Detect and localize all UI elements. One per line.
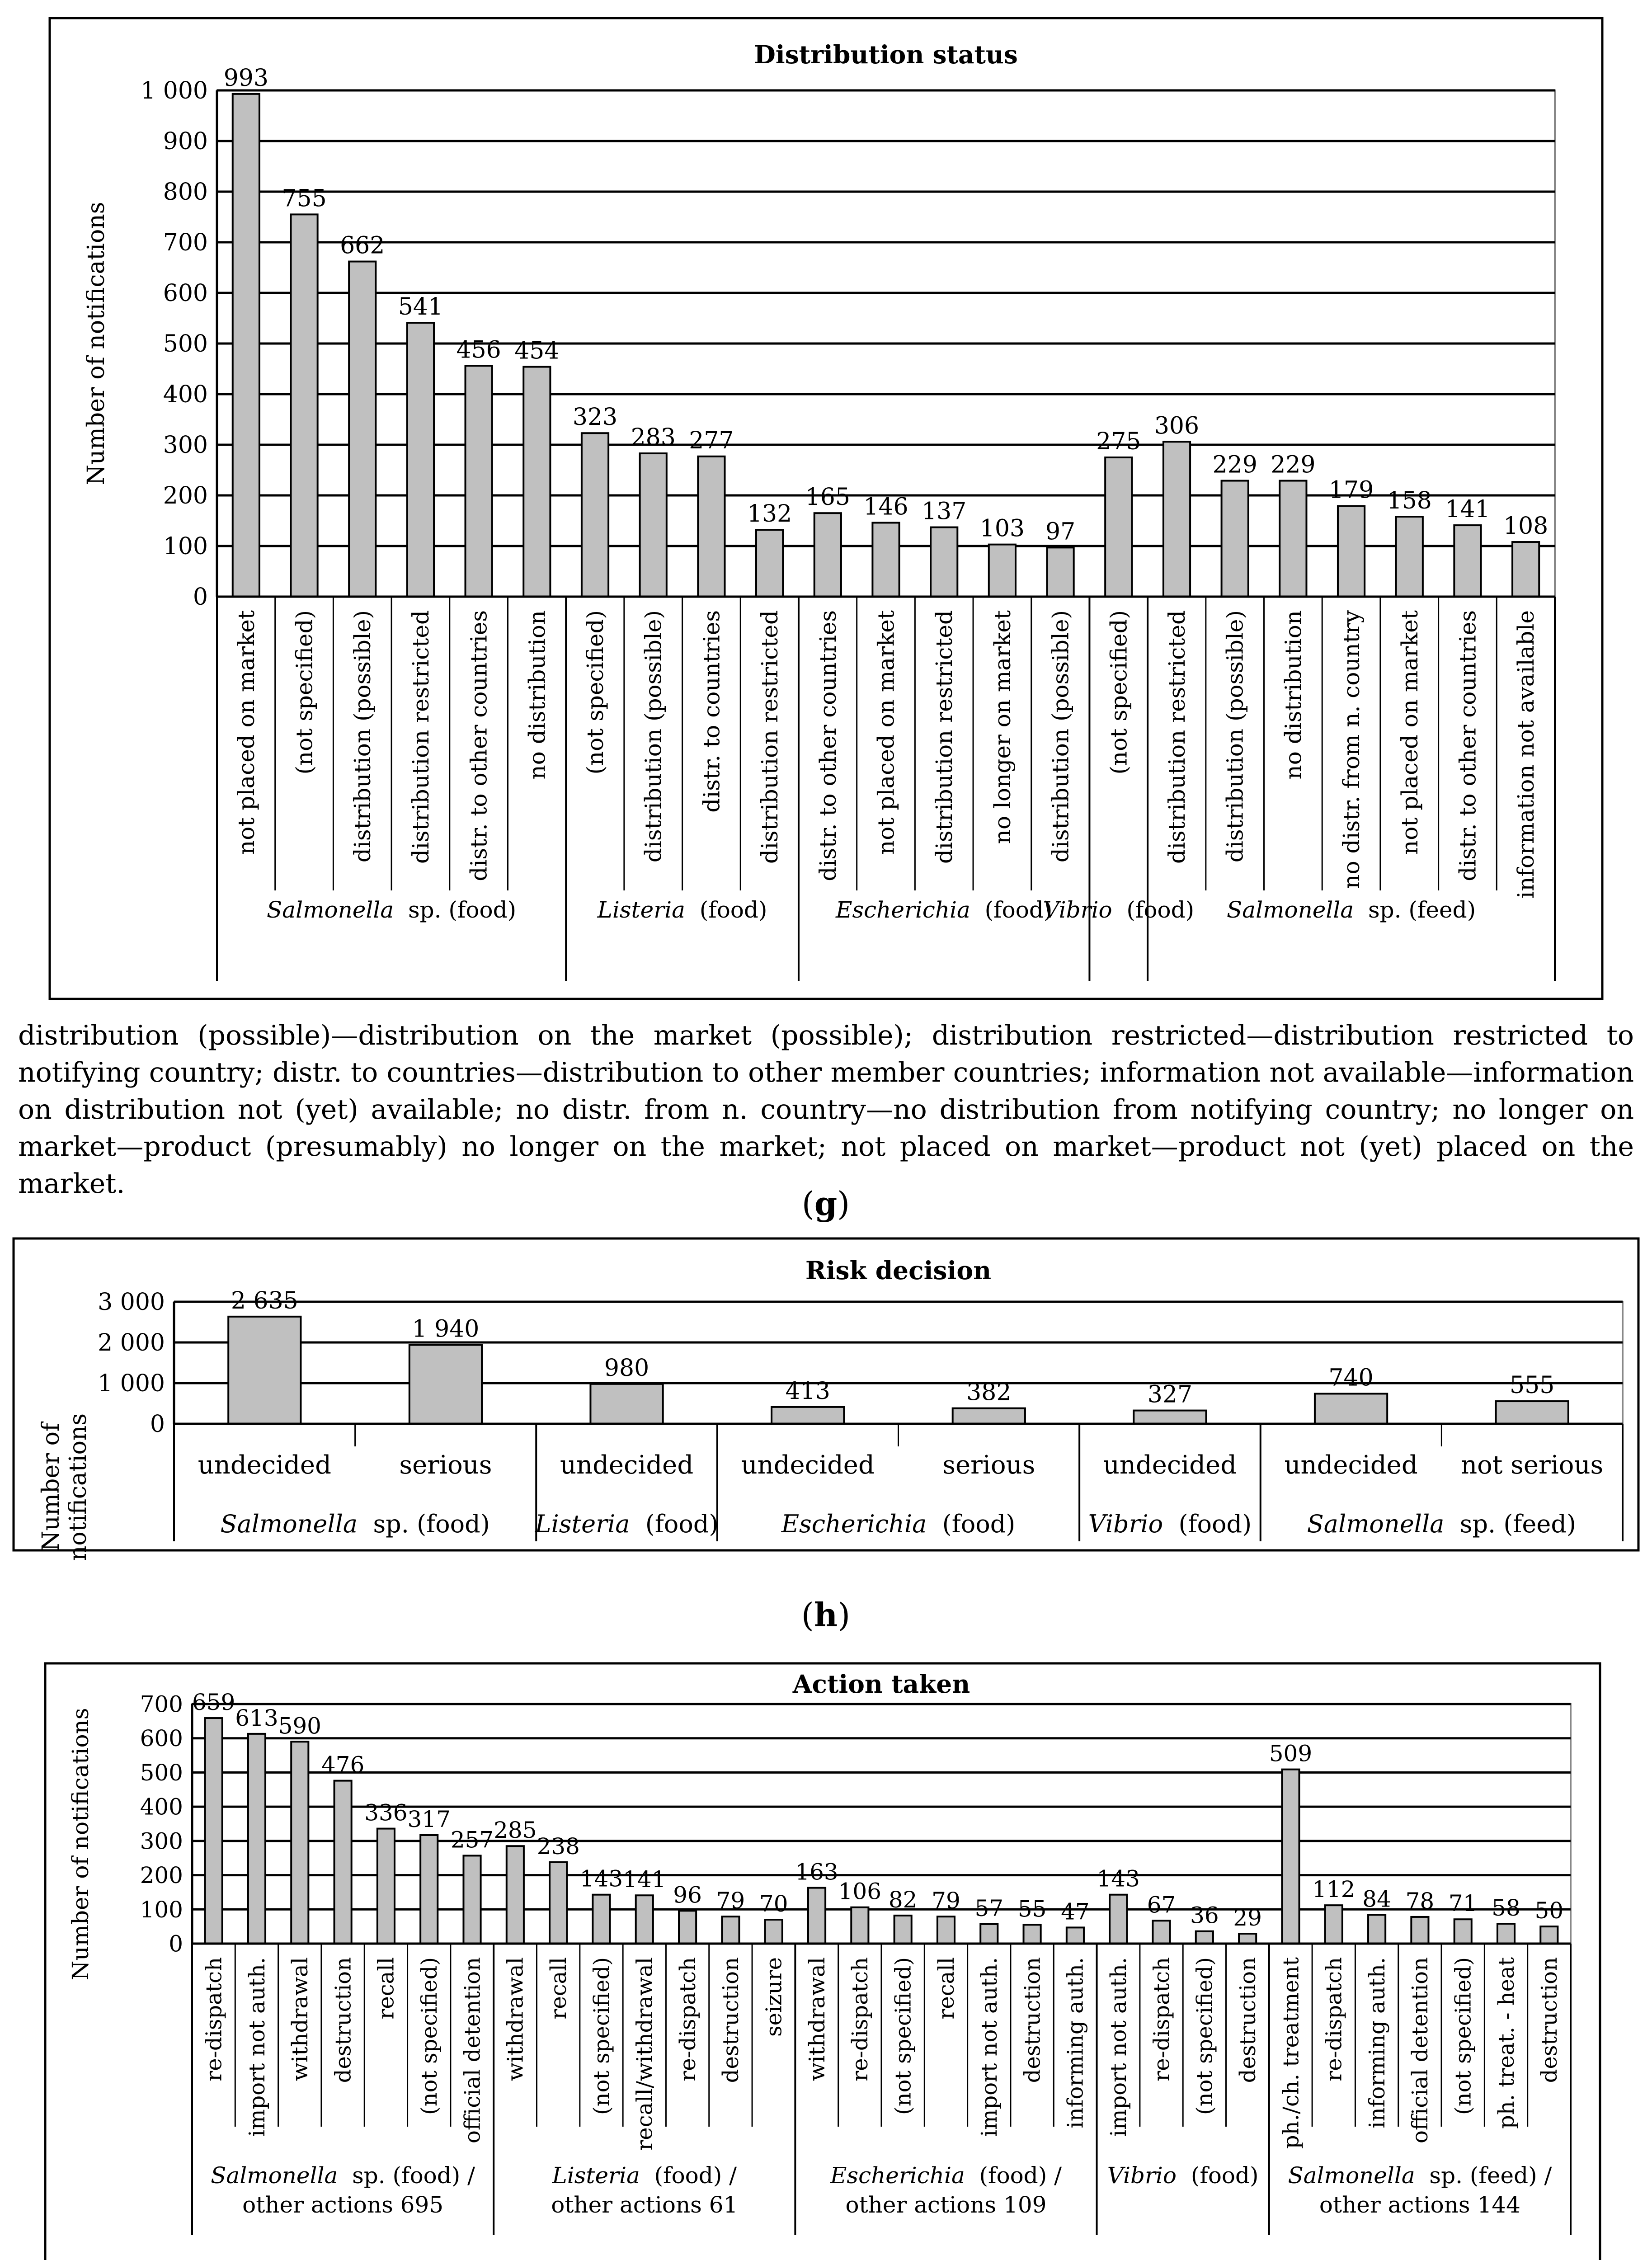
bar (205, 1718, 222, 1944)
plot-area (174, 1302, 1623, 1424)
bar (931, 527, 957, 597)
x-tick-label: recall (373, 1957, 399, 2020)
x-tick-label: (not specified) (589, 1957, 615, 2115)
y-tick-label: 900 (163, 128, 208, 155)
bar (872, 523, 899, 597)
y-tick-label: 500 (163, 330, 208, 358)
bar (679, 1911, 696, 1944)
bar (814, 513, 841, 597)
x-tick-label: undecided (1284, 1450, 1418, 1480)
group-label: Listeria (food) / (552, 2162, 737, 2189)
bar (291, 214, 317, 597)
data-label: 55 (1017, 1896, 1047, 1922)
x-tick-label: withdrawal (287, 1957, 313, 2081)
chart-title: Distribution status (754, 40, 1018, 69)
y-tick-label: 300 (163, 432, 208, 459)
data-label: 71 (1448, 1890, 1478, 1917)
data-label: 229 (1212, 451, 1257, 479)
data-label: 283 (631, 424, 676, 452)
x-tick-label: distribution restricted (757, 610, 783, 864)
y-tick-label: 600 (140, 1725, 183, 1752)
data-label: 275 (1096, 428, 1141, 455)
bar (233, 94, 259, 597)
bar (409, 1345, 482, 1424)
data-label: 285 (494, 1817, 537, 1844)
group-label: Salmonella sp. (food) (267, 897, 517, 923)
bar (808, 1888, 825, 1944)
x-tick-label: re-dispatch (1149, 1957, 1175, 2081)
bar (1134, 1411, 1206, 1424)
group-label: Vibrio (food) (1088, 1510, 1252, 1538)
y-tick-label: 300 (140, 1828, 183, 1855)
bar (756, 530, 783, 597)
y-tick-label: 100 (140, 1896, 183, 1923)
x-tick-label: (not specified) (1450, 1957, 1476, 2115)
data-label: 79 (716, 1888, 745, 1914)
x-tick-label: destruction (1235, 1957, 1261, 2083)
x-tick-label: information not available (1513, 610, 1539, 899)
x-tick-label: import not auth. (1106, 1957, 1132, 2137)
data-label: 106 (838, 1878, 882, 1905)
bar (593, 1895, 610, 1944)
bar (1047, 547, 1073, 597)
x-tick-label: undecided (1103, 1450, 1237, 1480)
group-label: Salmonella sp. (food) (220, 1510, 490, 1538)
x-tick-label: destruction (718, 1957, 744, 2083)
distribution-status-chart (0, 14, 1652, 1008)
panel-label-g: (g) (801, 1184, 850, 1223)
group-other-actions: other actions 109 (845, 2192, 1047, 2218)
x-tick-label: no longer on market (989, 610, 1016, 844)
x-tick-label: not placed on market (233, 610, 259, 855)
x-tick-label: destruction (330, 1957, 356, 2083)
y-tick-label: 1 000 (98, 1370, 165, 1398)
bar (698, 457, 725, 597)
y-tick-label: 200 (140, 1862, 183, 1889)
bar (420, 1835, 438, 1944)
bar (772, 1407, 844, 1424)
x-tick-label: distribution (possible) (349, 610, 376, 863)
bar (1105, 457, 1132, 597)
x-tick-label: undecided (741, 1450, 875, 1480)
x-tick-label: import not auth. (244, 1957, 270, 2137)
data-label: 132 (747, 500, 792, 528)
data-label: 58 (1492, 1895, 1520, 1921)
data-label: 108 (1503, 513, 1548, 540)
y-tick-label: 0 (150, 1411, 165, 1438)
y-tick-label: 200 (163, 482, 208, 510)
y-tick-label: 600 (163, 280, 208, 307)
bar (636, 1895, 653, 1944)
bar (640, 453, 667, 597)
data-label: 327 (1147, 1381, 1193, 1408)
y-tick-label: 700 (140, 1691, 183, 1718)
group-other-actions: other actions 695 (242, 2192, 444, 2218)
data-label: 163 (795, 1859, 838, 1885)
y-tick-label: 700 (163, 229, 208, 257)
bar (1282, 1770, 1299, 1944)
x-tick-label: (not specified) (1106, 610, 1132, 775)
x-tick-label: serious (942, 1450, 1035, 1480)
group-label: Salmonella sp. (food) / (211, 2162, 475, 2189)
data-label: 590 (278, 1713, 321, 1739)
data-label: 146 (863, 493, 908, 521)
data-label: 662 (340, 232, 385, 259)
chart-title: Risk decision (805, 1256, 992, 1285)
x-tick-label: serious (399, 1450, 492, 1480)
x-tick-label: distribution restricted (407, 610, 434, 864)
y-tick-label: 400 (163, 381, 208, 409)
x-tick-label: distribution restricted (931, 610, 958, 864)
data-label: 165 (805, 484, 850, 511)
data-label: 50 (1534, 1897, 1564, 1924)
bar (466, 366, 492, 597)
x-tick-label: destruction (1537, 1957, 1563, 2083)
data-label: 97 (1045, 518, 1076, 546)
bar (1325, 1905, 1342, 1944)
bar (1196, 1931, 1213, 1944)
x-tick-label: no distribution (524, 610, 551, 780)
data-label: 755 (282, 185, 327, 212)
bar (228, 1317, 301, 1424)
data-label: 456 (456, 336, 501, 364)
group-label: Listeria (food) (597, 897, 767, 923)
x-tick-label: no distr. from n. country (1338, 610, 1365, 889)
data-label: 67 (1147, 1892, 1176, 1918)
bar (582, 433, 608, 597)
bar (248, 1734, 265, 1944)
y-tick-label: 1 000 (141, 77, 208, 105)
data-label: 980 (604, 1354, 650, 1382)
x-tick-label: informing auth. (1063, 1957, 1088, 2128)
x-tick-label: official detention (1407, 1957, 1433, 2144)
bar (1454, 1919, 1472, 1944)
group-label: Salmonella sp. (feed) (1307, 1510, 1576, 1538)
bar (291, 1742, 308, 1944)
x-tick-label: (not specified) (1192, 1957, 1218, 2115)
x-tick-label: distr. to countries (698, 610, 725, 813)
bar (722, 1916, 739, 1944)
bar (1067, 1927, 1084, 1944)
x-tick-label: import not auth. (977, 1957, 1002, 2137)
data-label: 84 (1362, 1886, 1391, 1912)
data-label: 141 (623, 1866, 666, 1893)
x-tick-label: withdrawal (503, 1957, 528, 2081)
data-label: 336 (364, 1799, 408, 1826)
x-tick-label: no distribution (1280, 610, 1307, 780)
y-axis-label: notifications (64, 1413, 92, 1561)
x-tick-label: distr. to other countries (466, 610, 492, 881)
bar (1163, 442, 1190, 597)
bar (1338, 506, 1365, 597)
bar (937, 1916, 955, 1944)
data-label: 141 (1445, 496, 1490, 523)
bar (1239, 1934, 1256, 1944)
data-label: 317 (407, 1806, 451, 1832)
bar (1512, 542, 1539, 597)
bar (980, 1924, 998, 1944)
x-tick-label: informing auth. (1364, 1957, 1390, 2128)
x-tick-label: (not specified) (291, 610, 318, 775)
x-tick-label: not serious (1461, 1450, 1604, 1480)
x-tick-label: (not specified) (890, 1957, 916, 2115)
bar (523, 367, 550, 597)
x-tick-label: distribution (possible) (1047, 610, 1074, 863)
data-label: 137 (922, 498, 967, 525)
group-label: Listeria (food) (535, 1510, 719, 1538)
bar (463, 1855, 480, 1944)
data-label: 36 (1190, 1902, 1219, 1929)
group-label: Salmonella sp. (feed) (1227, 897, 1476, 923)
bar (1280, 481, 1306, 597)
data-label: 277 (689, 427, 734, 454)
x-tick-label: recall (546, 1957, 571, 2020)
group-label: Salmonella sp. (feed) / (1288, 2162, 1552, 2189)
data-label: 70 (759, 1891, 788, 1917)
data-label: 413 (785, 1377, 830, 1405)
bar (507, 1846, 524, 1944)
bar (1153, 1921, 1170, 1944)
data-label: 143 (1097, 1865, 1140, 1892)
bar (765, 1920, 782, 1944)
y-axis-label: Number of (38, 1422, 65, 1552)
y-tick-label: 0 (193, 584, 208, 611)
group-label: Vibrio (food) (1043, 897, 1195, 923)
x-tick-label: (not specified) (417, 1957, 442, 2115)
data-label: 47 (1061, 1898, 1090, 1925)
y-axis-label: Number of notifications (67, 1708, 94, 1981)
x-tick-label: re-dispatch (847, 1957, 873, 2081)
data-label: 2 635 (231, 1287, 298, 1314)
bar (377, 1829, 395, 1944)
bar (590, 1384, 663, 1424)
x-tick-label: (not specified) (582, 610, 609, 775)
y-tick-label: 3 000 (98, 1289, 165, 1316)
y-tick-label: 500 (140, 1759, 183, 1786)
chart-title: Action taken (792, 1669, 970, 1699)
data-label: 509 (1269, 1740, 1313, 1767)
bar (1497, 1924, 1515, 1944)
bar (1411, 1917, 1428, 1944)
data-label: 257 (450, 1827, 494, 1853)
bar (1110, 1895, 1127, 1944)
x-tick-label: recall/withdrawal (632, 1957, 658, 2151)
data-label: 78 (1405, 1888, 1435, 1914)
group-label: Escherichia (food) (836, 897, 1053, 923)
x-tick-label: distr. to other countries (814, 610, 841, 881)
bar (550, 1862, 567, 1944)
data-label: 555 (1510, 1372, 1555, 1399)
panel-label-h: (h) (801, 1596, 851, 1634)
bar (1540, 1926, 1558, 1944)
data-label: 96 (673, 1882, 702, 1908)
data-label: 79 (932, 1888, 960, 1914)
bar (894, 1916, 912, 1944)
y-tick-label: 800 (163, 179, 208, 206)
x-tick-label: official detention (460, 1957, 485, 2144)
data-label: 306 (1154, 412, 1200, 440)
bar (334, 1781, 352, 1944)
x-tick-label: seizure (761, 1957, 787, 2037)
data-label: 179 (1328, 476, 1374, 504)
data-label: 541 (398, 293, 443, 321)
action-taken-chart (0, 1645, 1652, 2260)
data-label: 613 (235, 1704, 278, 1731)
risk-decision-chart (0, 1234, 1652, 1568)
x-tick-label: destruction (1020, 1957, 1045, 2083)
data-label: 382 (966, 1379, 1012, 1406)
data-label: 476 (321, 1752, 365, 1778)
x-tick-label: re-dispatch (201, 1957, 227, 2081)
x-tick-label: not placed on market (873, 610, 899, 855)
data-label: 229 (1271, 451, 1316, 479)
group-other-actions: other actions 61 (551, 2192, 738, 2218)
data-label: 158 (1387, 487, 1432, 515)
y-tick-label: 100 (163, 533, 208, 560)
y-tick-label: 0 (169, 1930, 183, 1957)
bar (953, 1408, 1025, 1424)
x-tick-label: re-dispatch (675, 1957, 701, 2081)
bar (407, 323, 434, 597)
data-label: 103 (979, 515, 1025, 542)
x-tick-label: ph. treat. - heat (1493, 1957, 1519, 2129)
y-tick-label: 400 (140, 1794, 183, 1820)
bar (1396, 517, 1423, 597)
caption-g: distribution (possible)—distribution on the market (possible); distribution restricted—distribution restricted to notifying country; distr. to countries—distribution to other member countries; information not available—information on distribution not (yet) available; no distr. from n. country—no distribution from notifying country; no longer on market—product (presumably) no longer on the market; not placed on market—product not (yet) placed on the market. (18, 1020, 1634, 1200)
x-tick-label: not placed on market (1396, 610, 1423, 855)
group-label: Vibrio (food) (1107, 2162, 1259, 2189)
bar (349, 262, 376, 597)
data-label: 454 (514, 337, 560, 365)
bar (1454, 525, 1481, 597)
x-tick-label: re-dispatch (1321, 1957, 1347, 2081)
y-tick-label: 2 000 (98, 1329, 165, 1357)
y-axis-label: Number of notifications (83, 202, 110, 485)
x-tick-label: undecided (560, 1450, 694, 1480)
x-tick-label: ph./ch. treatment (1278, 1957, 1304, 2149)
bar (851, 1907, 868, 1944)
x-tick-label: withdrawal (804, 1957, 830, 2081)
data-label: 57 (974, 1895, 1004, 1921)
bar (1024, 1925, 1041, 1944)
x-tick-label: undecided (198, 1450, 331, 1480)
x-tick-label: distribution restricted (1163, 610, 1190, 864)
group-label: Escherichia (food) / (830, 2162, 1062, 2189)
data-label: 740 (1328, 1364, 1374, 1392)
bar (1315, 1394, 1387, 1424)
data-label: 659 (192, 1689, 235, 1716)
data-label: 993 (223, 64, 268, 92)
x-tick-label: distribution (possible) (640, 610, 667, 863)
x-tick-label: distribution (possible) (1222, 610, 1248, 863)
bar (1368, 1915, 1385, 1944)
x-tick-label: distr. to other countries (1454, 610, 1481, 881)
x-tick-label: recall (933, 1957, 959, 2020)
bar (1222, 481, 1248, 597)
data-label: 112 (1312, 1876, 1355, 1903)
bar (1496, 1401, 1568, 1424)
group-other-actions: other actions 144 (1319, 2192, 1520, 2218)
data-label: 143 (579, 1865, 623, 1892)
data-label: 82 (888, 1886, 918, 1913)
data-label: 29 (1233, 1905, 1262, 1931)
data-label: 238 (537, 1833, 580, 1860)
group-label: Escherichia (food) (781, 1510, 1016, 1538)
bar (989, 545, 1016, 597)
data-label: 1 940 (412, 1315, 480, 1343)
data-label: 323 (572, 404, 618, 431)
